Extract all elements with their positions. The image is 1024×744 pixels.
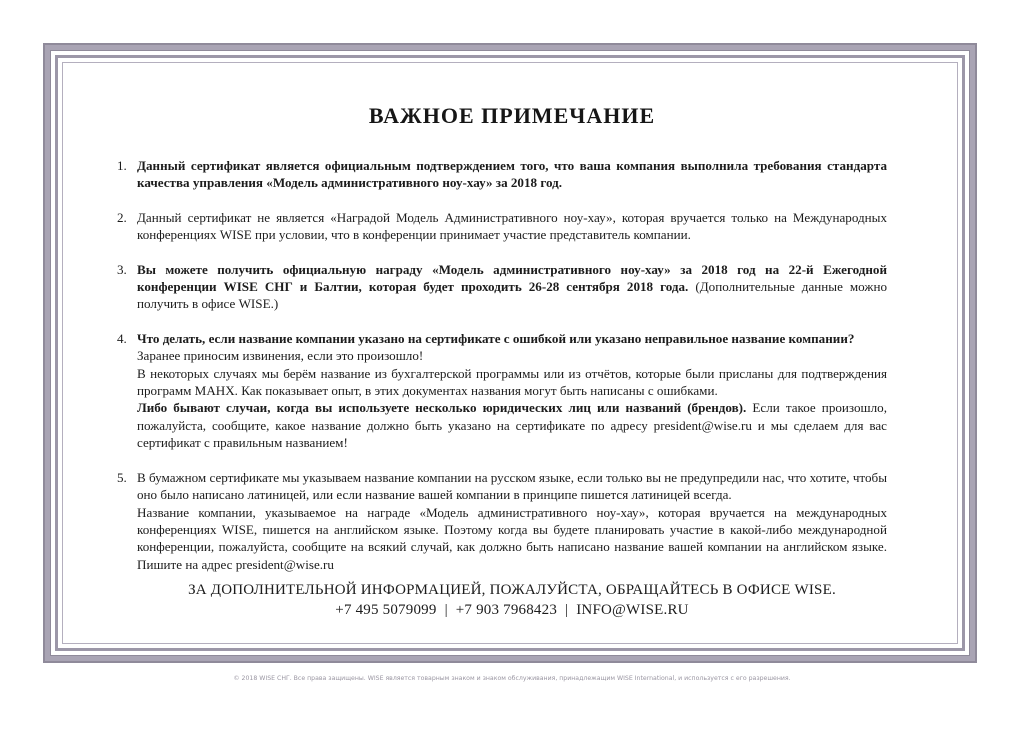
phone-1: +7 495 5079099	[335, 602, 437, 618]
body-text: В бумажном сертификате мы указываем название компании на русском языке, если только вы не предупредили нас, что хотите, чтобы оно было написано латиницей, или если название вашей компании в принципе пишется латиницей всегда.	[137, 469, 887, 503]
notes-list	[117, 157, 887, 590]
list-item-number: 4.	[117, 330, 127, 346]
body-text: В некоторых случаях мы берём название из бухгалтерской программы или из отчётов, которые были присланы для подтверждения программ МАНХ. Как показывает опыт, в этих документах названия могут быть написаны с ошибками.	[137, 365, 887, 399]
separator: |	[565, 602, 569, 618]
body-text: Заранее приносим извинения, если это произошло!	[137, 348, 424, 364]
contact-email: INFO@WISE.RU	[576, 602, 689, 618]
contact-heading: ЗА ДОПОЛНИТЕЛЬНОЙ ИНФОРМАЦИЕЙ, ПОЖАЛУЙСТА, ОБРАЩАЙТЕСЬ В ОФИСЕ WISE.	[188, 582, 836, 598]
list-item	[117, 330, 887, 452]
bold-text: Вы можете получить официальную награду «Модель административного ноу-хау» за 2018 год на 22-й Ежегодной конференции WISE СНГ и Балтии, которая будет проходить 26-28 сентября 2018 года.	[137, 261, 887, 295]
list-item-paragraph	[137, 330, 887, 347]
list-item-paragraph	[137, 347, 887, 364]
body-text: Если такое произошло, пожалуйста, сообщите, какое название должно быть указано на сертификате по адресу president@wise.ru и мы сделаем для вас сертификат с правильным названием!	[137, 400, 887, 451]
list-item-paragraph	[137, 399, 887, 451]
list-item-paragraph	[137, 504, 887, 574]
body-text: Название компании, указываемое на награде «Модель административного ноу-хау», которая вручается на международных конференциях WISE, пишется на английском языке. Поэтому когда вы будете планировать участие в какой-либо международной конференции, пожалуйста, сообщите на всякий случай, как должно быть написано название вашей компании на английском языке. Пишите на адрес president@wise.ru	[137, 504, 887, 572]
list-item-paragraph	[137, 261, 887, 313]
list-item-paragraph	[137, 209, 887, 244]
page-title: ВАЖНОЕ ПРИМЕЧАНИЕ	[368, 103, 656, 128]
separator: |	[444, 602, 448, 618]
bold-text: Данный сертификат является официальным подтверждением того, что ваша компания выполнила требования стандарта качества управления «Модель административного ноу-хау» за 2018 год.	[137, 158, 887, 191]
list-item-number: 1.	[117, 158, 127, 173]
bold-text: Что делать, если название компании указано на сертификате с ошибкой или указано неправильное название компании?	[137, 330, 855, 346]
copyright-notice: © 2018 WISE СНГ. Все права защищены. WISE является товарным знаком и знаком обслуживания, принадлежащим WISE International, и используется с его разрешения.	[233, 675, 791, 682]
list-item	[117, 209, 887, 244]
list-item-number: 2.	[117, 209, 127, 225]
contact-line	[0, 600, 1024, 620]
phone-2: +7 903 7968423	[455, 602, 558, 618]
body-text: Данный сертификат не является «Наградой Модель Административного ноу-хау», которая вручается только на Международных конференциях WISE при условии, что в конференции принимает участие представитель компании.	[137, 209, 887, 243]
list-item	[117, 469, 887, 573]
contact-footer	[0, 580, 1024, 620]
list-item-paragraph	[137, 469, 887, 504]
bold-text: Либо бывают случаи, когда вы используете несколько юридических лиц или названий (брендов).	[137, 400, 747, 416]
list-item-paragraph	[137, 365, 887, 400]
list-item-paragraph	[137, 157, 887, 192]
list-item-number: 5.	[117, 469, 127, 485]
list-item-number: 3.	[117, 261, 127, 277]
list-item	[117, 157, 887, 192]
body-text: (Дополнительные данные можно получить в офисе WISE.)	[137, 279, 888, 312]
list-item	[117, 261, 887, 313]
